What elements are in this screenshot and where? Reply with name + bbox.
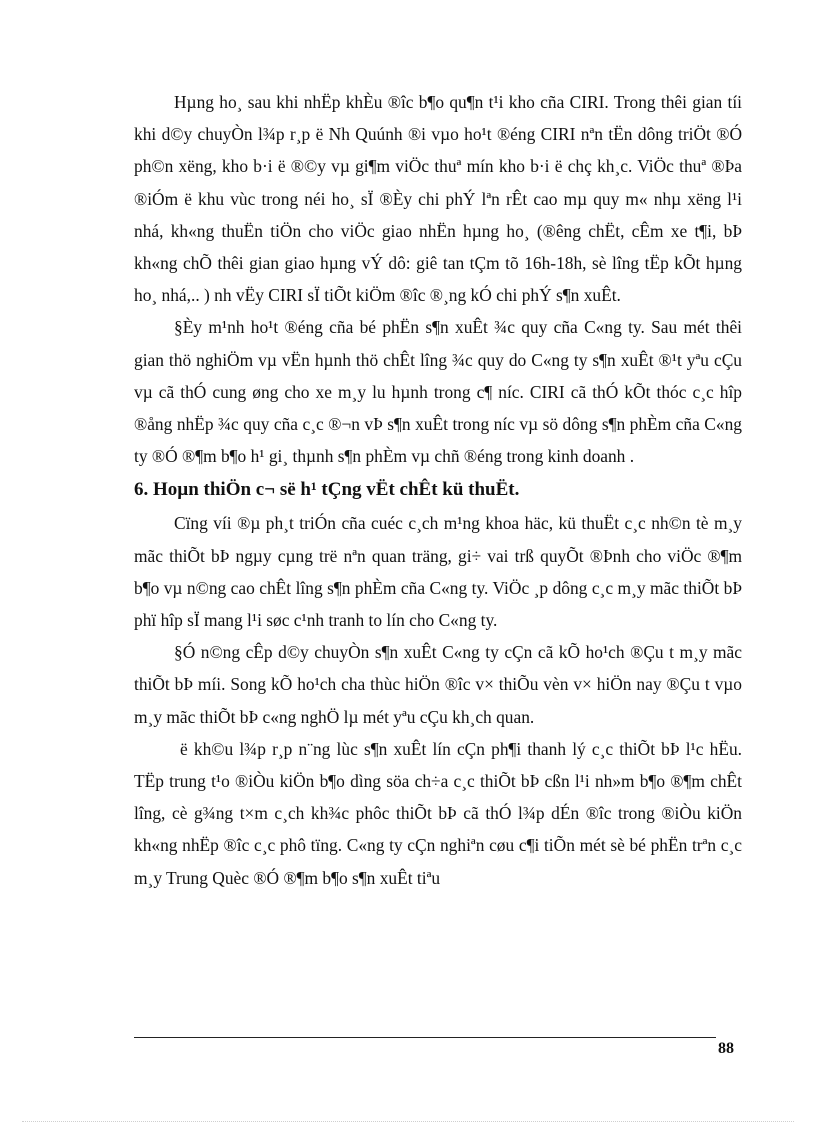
paragraph-investment: §Ó n©ng cÊp d©y chuyÒn s¶n xuÊt C«ng ty cÇn cã kÕ ho¹ch ®Çu t m¸y mãc thiÕt bÞ míi. Song kÕ ho¹ch cha thùc hiÖn ®îc v× thiÕu vèn v× hiÖn nay ®Çu t vµo m¸y mãc thiÕt bÞ c«ng nghÖ lµ mét yªu cÇu kh¸ch quan.	[134, 642, 742, 727]
paragraph-technology: Cïng víi ®µ ph¸t triÓn cña cuéc c¸ch m¹ng khoa häc, kü thuËt c¸c nh©n tè m¸y mãc thiÕt bÞ ngµy cµng trë nªn quan träng, gi÷ vai trß quyÕt ®Þnh cho viÖc ®¶m b¶o vµ n©ng cao chÊt lîng s¶n phÈm cña C«ng ty. ViÖc ¸p dông c¸c m¸y mãc thiÕt bÞ phï hîp sÏ mang l¹i søc c¹nh tranh to lín cho C«ng ty.	[134, 513, 742, 631]
page-number: 88	[718, 1040, 734, 1057]
page-body	[134, 86, 742, 894]
paragraph-warehouse: Hµng ho¸ sau khi nhËp khÈu ®îc b¶o qu¶n t¹i kho cña CIRI. Trong thêi gian tíi khi d©y chuyÒn l¾p r¸p ë Nh Quúnh ®i vµo ho¹t ®éng CIRI nªn tËn dông triÖt ®Ó ph©n xëng, kho b·i ë ®©y vµ gi¶m viÖc thuª mín kho b·i ë chç kh¸c. ViÖc thuª ®Þa ®iÓm ë khu vùc trong néi ho¸ sÏ ®Èy chi phÝ lªn rÊt cao mµ quy m« nhµ xëng l¹i nhá, kh«ng thuËn tiÖn cho viÖc giao nhËn hµng ho¸ (®êng chËt, cÊm xe t¶i, bÞ kh«ng chÕ thêi gian giao hµng vÝ dô: giê tan tÇm tõ 16h-18h, sè lîng tËp kÕt hµng ho¸ nhá,.. ) nh vËy CIRI sÏ tiÕt kiÖm ®îc ®¸ng kÓ chi phÝ s¶n xuÊt.	[134, 92, 742, 306]
paragraph-assembly: ë kh©u l¾p r¸p n¨ng lùc s¶n xuÊt lín cÇn ph¶i thanh lý c¸c thiÕt bÞ l¹c hËu. TËp trung t¹o ®iÒu kiÖn b¶o dìng söa ch÷a c¸c thiÕt bÞ cßn l¹i nh»m b¶o ®¶m chÊt lîng, cè g¾ng t×m c¸ch kh¾c phôc thiÕt bÞ cã thÓ l¾p dÉn ®îc trong ®iÒu kiÖn kh«ng nhËp ®îc c¸c phô tïng. C«ng ty cÇn nghiªn cøu c¶i tiÕn mét sè bé phËn trªn c¸c m¸y Trung Quèc ®Ó ®¶m b¶o s¶n xuÊt tiªu	[134, 738, 742, 888]
paragraph-battery-production: §Èy m¹nh ho¹t ®éng cña bé phËn s¶n xuÊt ¾c quy cña C«ng ty. Sau mét thêi gian thö nghiÖm vµ vËn hµnh thö chÊt lîng ¾c quy do C«ng ty s¶n xuÊt ®¹t yªu cÇu vµ cã thÓ cung øng cho xe m¸y lu hµnh trong c¶ níc. CIRI cã thÓ kÕt thóc c¸c hîp ®ång nhËp ¾c quy cña c¸c ®¬n vÞ s¶n xuÊt trong níc vµ sö dông s¶n phÈm cña C«ng ty ®Ó ®¶m b¶o h¹ gi¸ thµnh s¶n phÈm vµ chñ ®éng trong kinh doanh .	[134, 317, 742, 467]
section-heading: 6. Hoµn thiÖn c¬ së h¹ tÇng vËt chÊt kü thuËt.	[134, 479, 520, 501]
footer-divider	[134, 1037, 716, 1038]
page-edge-dotted-line	[22, 1121, 794, 1122]
